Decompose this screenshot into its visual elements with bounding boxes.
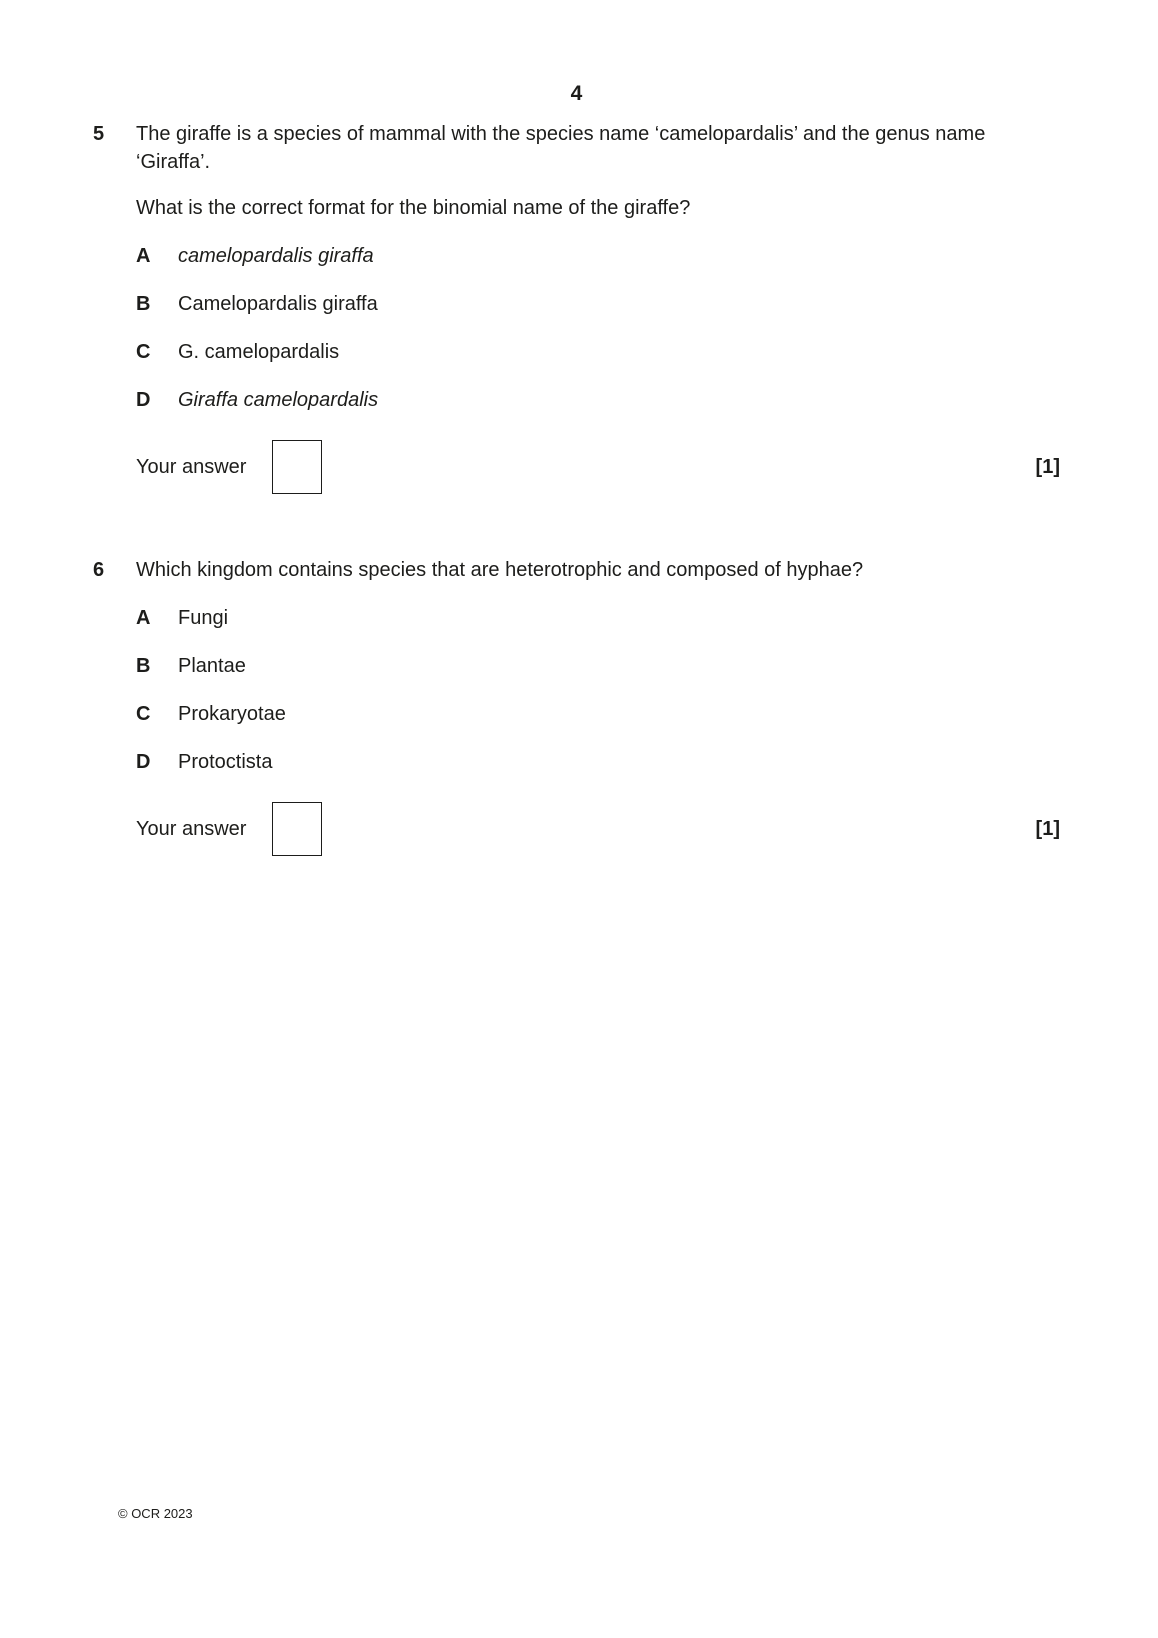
marks-badge: [1]: [1035, 455, 1060, 478]
option-row-b: [136, 290, 1060, 318]
option-letter: D: [136, 751, 151, 773]
page-number: 4: [570, 82, 583, 105]
option-row-c: [136, 700, 1060, 728]
option-letter: D: [136, 389, 151, 411]
option-row-b: [136, 652, 1060, 680]
answer-row: [136, 802, 1060, 856]
answer-row: [136, 440, 1060, 494]
marks-badge: [1]: [1035, 817, 1060, 840]
option-text: Protoctista: [178, 751, 273, 773]
question-stem: Which kingdom contains species that are heterotrophic and composed of hyphae?: [136, 559, 864, 581]
question-5: [93, 120, 1060, 494]
answer-label: Your answer: [136, 456, 247, 478]
option-row-a: [136, 242, 1060, 270]
option-letter: B: [136, 655, 151, 677]
footer-copyright: © OCR 2023: [118, 1506, 193, 1521]
answer-box[interactable]: [272, 802, 322, 856]
answer-box[interactable]: [272, 440, 322, 494]
question-number: 6: [93, 559, 105, 581]
option-row-d: [136, 748, 1060, 776]
option-text: Plantae: [178, 655, 246, 677]
option-letter: A: [136, 245, 151, 267]
option-letter: B: [136, 293, 151, 315]
option-letter: C: [136, 341, 151, 363]
option-row-d: [136, 386, 1060, 414]
option-letter: A: [136, 607, 151, 629]
option-letter: C: [136, 703, 151, 725]
question-number: 5: [93, 123, 105, 145]
answer-label: Your answer: [136, 818, 247, 840]
question-prompt: What is the correct format for the binomial name of the giraffe?: [136, 197, 691, 219]
option-text: Giraffa camelopardalis: [178, 389, 379, 411]
option-text: Fungi: [178, 607, 229, 629]
option-text: camelopardalis giraffa: [178, 245, 374, 267]
option-row-c: [136, 338, 1060, 366]
option-text: Camelopardalis giraffa: [178, 293, 378, 315]
option-text: G. camelopardalis: [178, 341, 340, 363]
question-stem: The giraffe is a species of mammal with the species name ‘camelopardalis’ and the genus name ‘Giraffa’.: [136, 123, 986, 173]
option-text: Prokaryotae: [178, 703, 286, 725]
question-6: [93, 556, 1060, 856]
option-row-a: [136, 604, 1060, 632]
